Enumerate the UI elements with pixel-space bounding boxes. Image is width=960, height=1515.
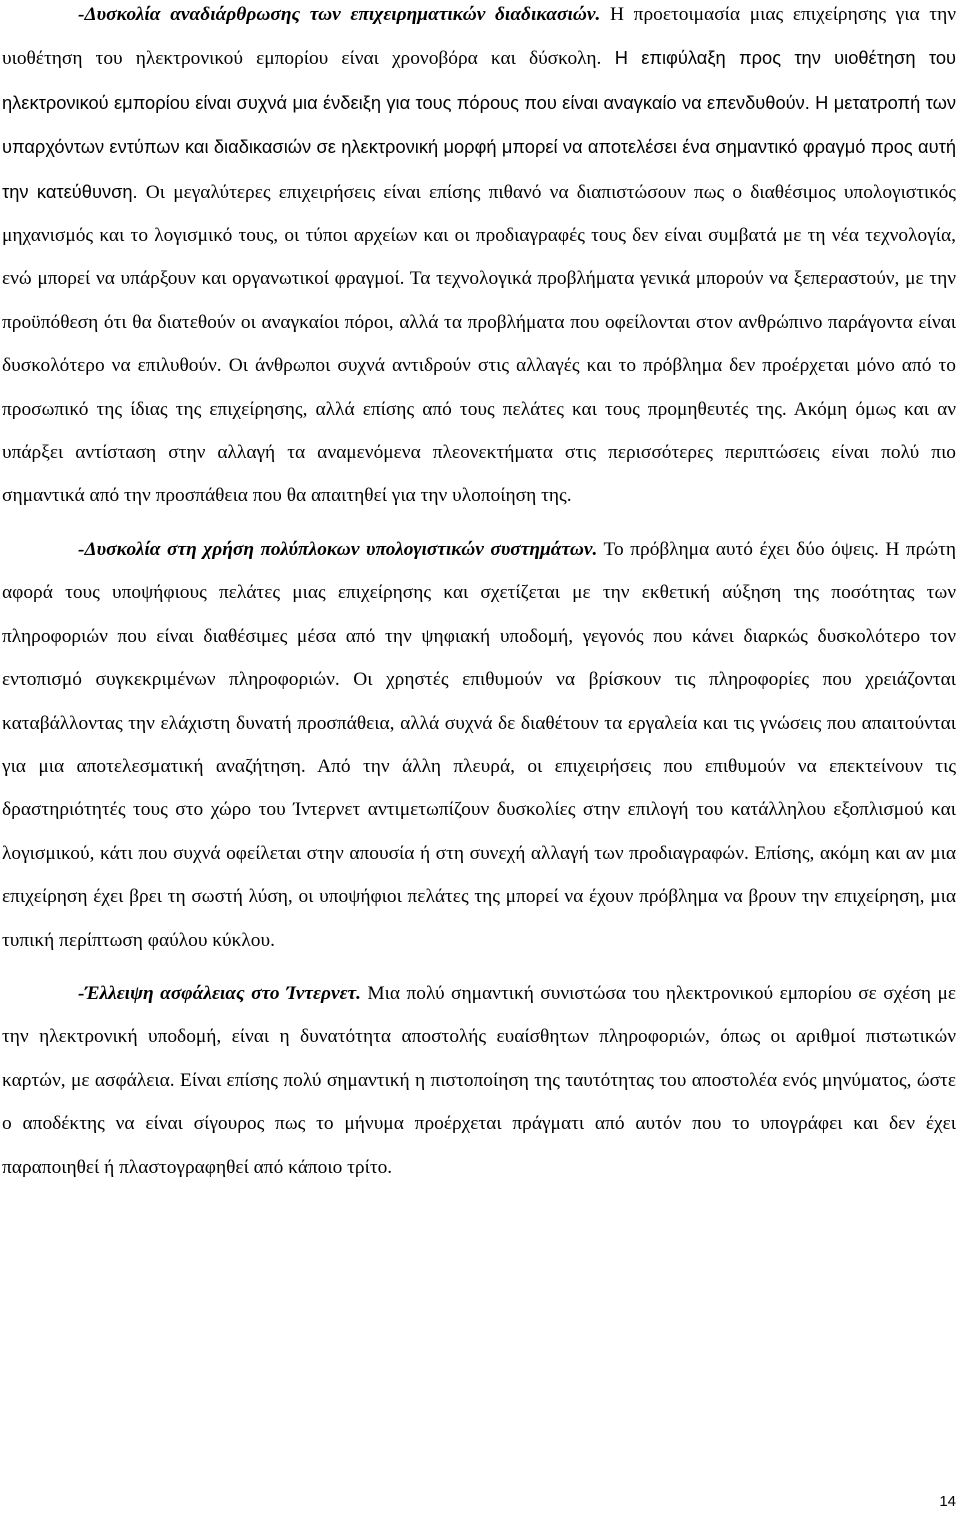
paragraph-text-restructuring-a: Η προετοιμασία μιας επιχείρησης για την υιοθέτηση του ηλεκτρονικού εμπορίου είναι χρονοβόρα και δύσκολη. xyxy=(2,4,956,70)
page-number: 14 xyxy=(939,1493,956,1510)
section-heading-restructuring: -Δυσκολία αναδιάρθρωσης των επιχειρηματικών διαδικασιών. xyxy=(78,4,601,25)
paragraph-internet-security xyxy=(2,972,956,1189)
section-heading-complex-systems: -Δυσκολία στη χρήση πολύπλοκων υπολογιστικών συστημάτων. xyxy=(78,538,598,560)
paragraph-complex-systems xyxy=(2,528,956,962)
paragraph-text-internet-security: Μια πολύ σημαντική συνιστώσα του ηλεκτρονικού εμπορίου σε σχέση με την ηλεκτρονική υποδομή, είναι η δυνατότητα αποστολής ευαίσθητων πληροφοριών, όπως οι αριθμοί πιστωτικών καρτών, με ασφάλεια. Είναι επίσης πολύ σημαντική η πιστοποίηση της ταυτότητας του αποστολέα ενός μηνύματος, ώστε ο αποδέκτης να είναι σίγουρος πως το μήνυμα προέρχεται πράγματι από αυτόν που το υπογράφει και δεν έχει παραποιηθεί ή πλαστογραφηθεί από κάποιο τρίτο. xyxy=(2,982,956,1178)
paragraph-text-restructuring-b: Οι μεγαλύτερες επιχειρήσεις είναι επίσης πιθανό να διαπιστώσουν πως ο διαθέσιμος υπολογιστικός μηχανισμός και το λογισμικό τους, οι τύποι αρχείων και οι προδιαγραφές τους δεν είναι συμβατά με τη νέα τεχνολογία, ενώ μπορεί να υπάρξουν και οργανωτικοί φραγμοί. Τα τεχνολογικά προβλήματα γενικά μπορούν να ξεπεραστούν, με την προϋπόθεση ότι θα διατεθούν οι αναγκαίοι πόροι, αλλά τα προβλήματα που οφείλονται στον ανθρώπινο παράγοντα είναι δυσκολότερο να επιλυθούν. Οι άνθρωποι συχνά αντιδρούν στις αλλαγές και το πρόβλημα δεν προέρχεται μόνο από το προσωπικό της ίδιας της επιχείρησης, αλλά επίσης από τους πελάτες και τους προμηθευτές της. Ακόμη όμως και αν υπάρξει αντίσταση στην αλλαγή τα αναμενόμενα πλεονεκτήματα στις περισσότερες περιπτώσεις είναι πολύ πιο σημαντικά από την προσπάθεια που θα απαιτηθεί για την υλοποίηση της. xyxy=(2,181,956,507)
section-heading-internet-security: -Έλλειψη ασφάλειας στο Ίντερνετ. xyxy=(78,982,361,1004)
paragraph-text-restructuring-sans: Η επιφύλαξη προς την υιοθέτηση του ηλεκτρονικού εμπορίου είναι συχνά μια ένδειξη για τους πόρους που είναι αναγκαίο να επενδυθούν. Η μετατροπή των υπαρχόντων εντύπων και διαδικασιών σε ηλεκτρονική μορφή μπορεί να αποτελέσει ένα σημαντικό φραγμό προς αυτή την κατεύθυνση. xyxy=(2,47,956,202)
paragraph-text-complex-systems: Το πρόβλημα αυτό έχει δύο όψεις. Η πρώτη αφορά τους υποψήφιους πελάτες μιας επιχείρησης και σχετίζεται με την εκθετική αύξηση της ποσότητας των πληροφοριών που είναι διαθέσιμες μέσα από την ψηφιακή υποδομή, γεγονός που κάνει διαρκώς δυσκολότερο τον εντοπισμό συγκεκριμένων πληροφοριών. Οι χρηστές επιθυμούν να βρίσκουν τις πληροφορίες που χρειάζονται καταβάλλοντας την ελάχιστη δυνατή προσπάθεια, αλλά συχνά δε διαθέτουν τα εργαλεία και τις γνώσεις που απαιτούνται για μια αποτελεσματική αναζήτηση. Από την άλλη πλευρά, οι επιχειρήσεις που επιθυμούν να επεκτείνουν τις δραστηριότητές τους στο χώρο του Ίντερνετ αντιμετωπίζουν δυσκολίες στην επιλογή του κατάλληλου εξοπλισμού και λογισμικού, κάτι που συχνά οφείλεται στην απουσία ή στη συνεχή αλλαγή των προδιαγραφών. Επίσης, ακόμη και αν μια επιχείρηση έχει βρει τη σωστή λύση, οι υποψήφιοι πελάτες της μπορεί να έχουν πρόβλημα να βρουν την επιχείρηση, μια τυπική περίπτωση φαύλου κύκλου. xyxy=(2,538,957,951)
paragraph-restructuring-difficulty xyxy=(2,0,956,518)
